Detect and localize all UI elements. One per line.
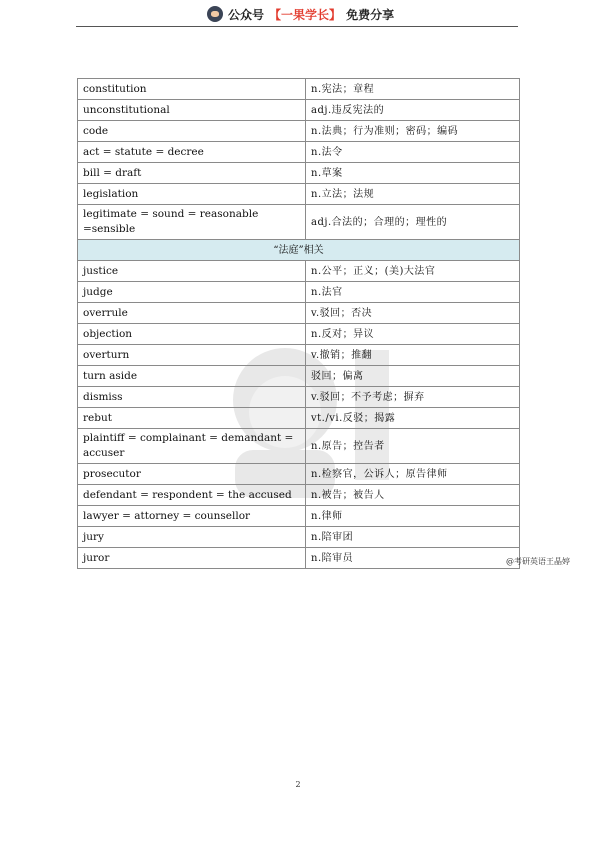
- table-row: [78, 464, 520, 485]
- term-cell: act = statute = decree: [78, 142, 306, 163]
- definition-cell: v.驳回；不予考虑；摒弃: [306, 387, 520, 408]
- table-row: [78, 429, 520, 464]
- term-cell: objection: [78, 324, 306, 345]
- term-cell: code: [78, 121, 306, 142]
- term-cell: prosecutor: [78, 464, 306, 485]
- term-cell: defendant = respondent = the accused: [78, 485, 306, 506]
- table-row: [78, 345, 520, 366]
- section-title: “法庭”相关: [78, 240, 520, 261]
- definition-cell: vt./vi.反驳；揭露: [306, 408, 520, 429]
- term-cell: bill = draft: [78, 163, 306, 184]
- definition-cell: n.陪审员: [306, 548, 520, 569]
- header-brand-name: 一果学长: [281, 7, 330, 22]
- term-cell: justice: [78, 261, 306, 282]
- definition-cell: n.法令: [306, 142, 520, 163]
- term-cell: legitimate = sound = reasonable =sensible: [78, 205, 306, 240]
- definition-cell: 驳回；偏离: [306, 366, 520, 387]
- table-row: [78, 387, 520, 408]
- table-row: [78, 527, 520, 548]
- definition-cell: n.律师: [306, 506, 520, 527]
- header-prefix: 公众号: [228, 7, 265, 22]
- table-row: [78, 142, 520, 163]
- header-suffix: 免费分享: [346, 7, 395, 22]
- term-cell: legislation: [78, 184, 306, 205]
- definition-cell: n.法官: [306, 282, 520, 303]
- term-cell: plaintiff = complainant = demandant = accuser: [78, 429, 306, 464]
- definition-cell: adj.违反宪法的: [306, 100, 520, 121]
- table-row: [78, 548, 520, 569]
- page-header: [0, 0, 596, 28]
- table-row: [78, 303, 520, 324]
- definition-cell: n.宪法；章程: [306, 79, 520, 100]
- term-cell: overrule: [78, 303, 306, 324]
- table-row: [78, 506, 520, 527]
- definition-cell: adj.合法的；合理的；理性的: [306, 205, 520, 240]
- definition-cell: n.反对；异议: [306, 324, 520, 345]
- table-row: [78, 261, 520, 282]
- table-row: [78, 121, 520, 142]
- table-row: [78, 184, 520, 205]
- term-cell: unconstitutional: [78, 100, 306, 121]
- table-row: [78, 100, 520, 121]
- avatar-icon: [207, 6, 223, 22]
- header-brand: [207, 5, 394, 23]
- table-row: [78, 366, 520, 387]
- definition-cell: n.被告；被告人: [306, 485, 520, 506]
- header-divider: [76, 26, 518, 27]
- page-number: 2: [295, 780, 301, 789]
- definition-cell: v.驳回；否决: [306, 303, 520, 324]
- term-cell: dismiss: [78, 387, 306, 408]
- term-cell: turn aside: [78, 366, 306, 387]
- term-cell: judge: [78, 282, 306, 303]
- term-cell: lawyer = attorney = counsellor: [78, 506, 306, 527]
- vocabulary-table: [77, 78, 520, 569]
- definition-cell: v.撤销；推翻: [306, 345, 520, 366]
- definition-cell: n.原告；控告者: [306, 429, 520, 464]
- table-row: [78, 282, 520, 303]
- term-cell: rebut: [78, 408, 306, 429]
- table-row: [78, 79, 520, 100]
- table-row: [78, 163, 520, 184]
- table-row: [78, 408, 520, 429]
- definition-cell: n.法典；行为准则；密码；编码: [306, 121, 520, 142]
- table-row: [78, 324, 520, 345]
- table-row: [78, 485, 520, 506]
- header-bracket-open: 【: [269, 7, 282, 22]
- header-bracket-close: 】: [329, 7, 342, 22]
- author-credit: @考研英语王晶婷: [506, 557, 570, 566]
- term-cell: constitution: [78, 79, 306, 100]
- definition-cell: n.公平；正义；(美)大法官: [306, 261, 520, 282]
- definition-cell: n.检察官，公诉人；原告律师: [306, 464, 520, 485]
- definition-cell: n.陪审团: [306, 527, 520, 548]
- definition-cell: n.草案: [306, 163, 520, 184]
- section-header-row: [78, 240, 520, 261]
- definition-cell: n.立法；法规: [306, 184, 520, 205]
- term-cell: juror: [78, 548, 306, 569]
- table-row: [78, 205, 520, 240]
- term-cell: jury: [78, 527, 306, 548]
- term-cell: overturn: [78, 345, 306, 366]
